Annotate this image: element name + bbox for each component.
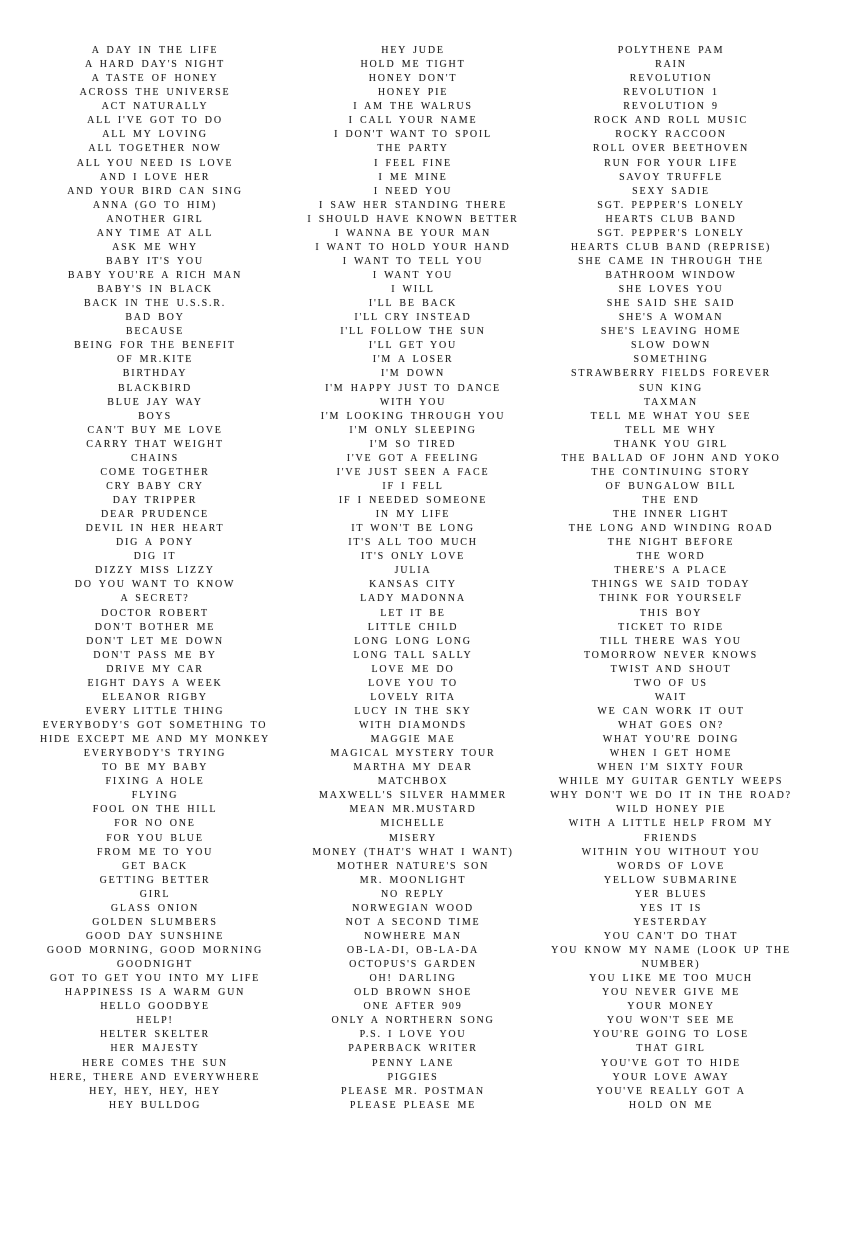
song-title-line: TICKET TO RIDE bbox=[618, 621, 724, 633]
song-title-line: IT WON'T BE LONG bbox=[351, 523, 475, 535]
song-title-line: SGT. PEPPER'S LONELY bbox=[597, 199, 745, 211]
song-title-line: A TASTE OF HONEY bbox=[91, 73, 219, 85]
song-title-line: HEY BULLDOG bbox=[108, 1099, 202, 1111]
song-title-line: DRIVE MY CAR bbox=[106, 663, 204, 675]
song-title-line: I'LL GET YOU bbox=[368, 340, 458, 352]
song-title-line: MR. MOONLIGHT bbox=[359, 874, 467, 886]
song-title-line: WITH A LITTLE HELP FROM MY bbox=[568, 818, 774, 830]
song-title-line: FOOL ON THE HILL bbox=[92, 804, 218, 816]
song-title-line: HEY JUDE bbox=[381, 45, 445, 56]
song-title-line: SHE CAME IN THROUGH THE bbox=[578, 255, 764, 267]
song-title-line: SHE LOVES YOU bbox=[618, 284, 724, 296]
song-title-line: GOLDEN SLUMBERS bbox=[92, 916, 218, 928]
song-title-line: PIGGIES bbox=[387, 1071, 439, 1083]
song-title-line: TO BE MY BABY bbox=[101, 762, 209, 774]
song-title-line: I'M SO TIRED bbox=[369, 438, 457, 450]
song-title-line: DON'T LET ME DOWN bbox=[86, 635, 224, 647]
song-title-line: MAGICAL MYSTERY TOUR bbox=[330, 748, 496, 760]
song-title-line: PAPERBACK WRITER bbox=[348, 1043, 478, 1055]
song-title-line: YOU CAN'T DO THAT bbox=[603, 930, 739, 942]
song-title-line: PENNY LANE bbox=[371, 1057, 455, 1069]
song-title-line: DIG A PONY bbox=[115, 537, 195, 549]
song-title-line: YELLOW SUBMARINE bbox=[603, 874, 739, 886]
song-title-line: I'LL BE BACK bbox=[368, 298, 458, 310]
song-title-line: ROLL OVER BEETHOVEN bbox=[592, 143, 750, 155]
song-title-line: I'M HAPPY JUST TO DANCE bbox=[325, 382, 501, 394]
song-title-line: ALL MY LOVING bbox=[102, 129, 208, 141]
song-title-line: THIS BOY bbox=[639, 607, 703, 619]
song-title-line: LITTLE CHILD bbox=[367, 621, 459, 633]
song-title-line: I WANNA BE YOUR MAN bbox=[334, 227, 492, 239]
song-title-line: YOU LIKE ME TOO MUCH bbox=[589, 973, 753, 985]
song-title-line: BACK IN THE U.S.S.R. bbox=[83, 298, 227, 310]
song-column-left bbox=[26, 44, 284, 1113]
song-title-line: HERE COMES THE SUN bbox=[82, 1057, 228, 1069]
song-title-line: FOR YOU BLUE bbox=[106, 832, 204, 844]
song-title-line: DEVIL IN HER HEART bbox=[85, 523, 225, 535]
song-title-line: BABY'S IN BLACK bbox=[97, 284, 213, 296]
song-title-line: SUN KING bbox=[639, 382, 703, 394]
song-title-line: MEAN MR.MUSTARD bbox=[349, 804, 477, 816]
song-title-line: STRAWBERRY FIELDS FOREVER bbox=[570, 368, 772, 380]
song-title-line: MATCHBOX bbox=[377, 776, 449, 788]
song-title-line: OCTOPUS'S GARDEN bbox=[349, 959, 477, 971]
song-title-line: SEXY SADIE bbox=[632, 185, 710, 197]
song-title-line: MOTHER NATURE'S SON bbox=[336, 860, 490, 872]
song-title-line: WHAT GOES ON? bbox=[617, 720, 725, 731]
song-title-line: MARTHA MY DEAR bbox=[353, 762, 473, 774]
song-title-line: NORWEGIAN WOOD bbox=[352, 902, 474, 914]
song-title-line: BEING FOR THE BENEFIT bbox=[74, 340, 236, 352]
song-title-line: BLUE JAY WAY bbox=[107, 396, 203, 408]
song-title-line: NUMBER) bbox=[641, 959, 701, 971]
song-title-line: HER MAJESTY bbox=[110, 1043, 200, 1055]
song-title-line: WHILE MY GUITAR GENTLY WEEPS bbox=[558, 776, 784, 788]
song-title-line: IN MY LIFE bbox=[375, 509, 451, 521]
song-title-line: MONEY (THAT'S WHAT I WANT) bbox=[312, 846, 514, 858]
song-title-line: I'LL CRY INSTEAD bbox=[354, 312, 472, 324]
song-title-line: I'M LOOKING THROUGH YOU bbox=[320, 410, 506, 422]
song-title-line: THINGS WE SAID TODAY bbox=[591, 579, 751, 591]
song-title-line: I SAW HER STANDING THERE bbox=[318, 199, 508, 211]
song-title-line: LONG LONG LONG bbox=[354, 635, 472, 647]
song-title-line: I ME MINE bbox=[378, 171, 448, 183]
song-title-line: WORDS OF LOVE bbox=[617, 860, 725, 872]
song-title-line: GET BACK bbox=[122, 860, 188, 872]
song-title-line: I WANT YOU bbox=[372, 270, 454, 281]
song-title-line: THE INNER LIGHT bbox=[613, 509, 729, 521]
song-title-line: ELEANOR RIGBY bbox=[102, 691, 208, 703]
song-title-line: ANNA (GO TO HIM) bbox=[92, 199, 218, 211]
song-title-line: WHAT YOU'RE DOING bbox=[602, 734, 740, 746]
song-title-line: DO YOU WANT TO KNOW bbox=[74, 579, 236, 591]
song-title-line: NO REPLY bbox=[380, 888, 445, 900]
song-title-line: CAN'T BUY ME LOVE bbox=[87, 424, 223, 436]
song-title-line: YOU'VE REALLY GOT A bbox=[596, 1085, 746, 1097]
song-title-line: I DON'T WANT TO SPOIL bbox=[334, 129, 492, 141]
song-title-line: A SECRET? bbox=[120, 593, 190, 605]
song-title-line: MAXWELL'S SILVER HAMMER bbox=[319, 790, 507, 802]
song-title-line: BAD BOY bbox=[125, 312, 185, 324]
song-title-line: RUN FOR YOUR LIFE bbox=[604, 157, 738, 169]
song-title-line: I NEED YOU bbox=[373, 185, 453, 197]
song-title-line: BLACKBIRD bbox=[118, 382, 192, 394]
song-title-line: LUCY IN THE SKY bbox=[354, 705, 472, 717]
song-title-line: EVERYBODY'S TRYING bbox=[83, 748, 227, 760]
song-title-line: TWO OF US bbox=[634, 677, 708, 689]
song-title-line: I FEEL FINE bbox=[374, 157, 452, 169]
song-title-line: MICHELLE bbox=[380, 818, 446, 830]
song-title-line: TWIST AND SHOUT bbox=[610, 663, 732, 675]
song-title-line: THINK FOR YOURSELF bbox=[599, 593, 743, 605]
song-title-line: REVOLUTION bbox=[629, 73, 713, 85]
song-title-line: ROCK AND ROLL MUSIC bbox=[593, 115, 748, 127]
song-title-line: TAXMAN bbox=[644, 396, 698, 408]
song-title-line: THE NIGHT BEFORE bbox=[607, 537, 735, 549]
song-title-line: WHY DON'T WE DO IT IN THE ROAD? bbox=[550, 790, 792, 802]
song-title-line: I'M DOWN bbox=[380, 368, 446, 380]
song-title-line: PLEASE PLEASE ME bbox=[349, 1099, 477, 1111]
song-title-line: LET IT BE bbox=[380, 607, 446, 619]
song-title-line: DON'T PASS ME BY bbox=[93, 649, 217, 661]
song-title-line: DEAR PRUDENCE bbox=[101, 509, 209, 521]
song-title-line: I'M ONLY SLEEPING bbox=[349, 424, 477, 436]
song-title-line: YESTERDAY bbox=[633, 916, 709, 928]
song-title-line: WHEN I GET HOME bbox=[609, 748, 733, 760]
song-title-line: WITH YOU bbox=[379, 396, 447, 408]
song-title-line: FRIENDS bbox=[643, 832, 699, 844]
song-title-line: ACT NATURALLY bbox=[101, 101, 209, 113]
song-title-line: COME TOGETHER bbox=[100, 466, 210, 478]
song-title-line: FLYING bbox=[131, 790, 179, 802]
song-title-line: NOWHERE MAN bbox=[364, 930, 462, 942]
song-title-line: ACROSS THE UNIVERSE bbox=[79, 87, 231, 99]
song-title-line: TOMORROW NEVER KNOWS bbox=[583, 649, 759, 661]
song-title-line: HEY, HEY, HEY, HEY bbox=[89, 1085, 221, 1097]
song-title-line: OB-LA-DI, OB-LA-DA bbox=[346, 945, 480, 956]
song-title-line: BATHROOM WINDOW bbox=[605, 270, 737, 281]
song-title-line: THE CONTINUING STORY bbox=[591, 466, 751, 478]
song-title-line: P.S. I LOVE YOU bbox=[359, 1029, 467, 1041]
song-title-line: AND I LOVE HER bbox=[99, 171, 211, 183]
song-title-line: TELL ME WHY bbox=[625, 424, 717, 436]
song-title-line: PLEASE MR. POSTMAN bbox=[341, 1085, 485, 1097]
song-title-line: LOVE ME DO bbox=[371, 663, 455, 675]
song-title-line: YOU'RE GOING TO LOSE bbox=[593, 1029, 749, 1041]
song-title-line: ASK ME WHY bbox=[112, 241, 198, 253]
song-title-line: KANSAS CITY bbox=[369, 579, 457, 591]
song-title-line: AND YOUR BIRD CAN SING bbox=[67, 185, 243, 197]
song-title-line: IF I NEEDED SOMEONE bbox=[338, 495, 488, 506]
song-title-line: HIDE EXCEPT ME AND MY MONKEY bbox=[39, 734, 271, 746]
song-title-line: I WANT TO HOLD YOUR HAND bbox=[315, 241, 511, 253]
song-title-line: IF I FELL bbox=[382, 480, 444, 492]
song-title-line: ANY TIME AT ALL bbox=[96, 227, 214, 239]
song-title-line: OF BUNGALOW BILL bbox=[605, 480, 737, 492]
song-title-line: LADY MADONNA bbox=[360, 593, 466, 605]
song-title-line: FIXING A HOLE bbox=[105, 776, 205, 788]
song-title-line: NOT A SECOND TIME bbox=[345, 916, 481, 928]
song-title-line: EVERYBODY'S GOT SOMETHING TO bbox=[42, 720, 268, 731]
song-title-line: MISERY bbox=[388, 832, 438, 844]
song-title-line: EIGHT DAYS A WEEK bbox=[87, 677, 223, 689]
song-title-line: HONEY PIE bbox=[377, 87, 449, 99]
song-title-line: MAGGIE MAE bbox=[370, 734, 456, 746]
song-title-line: FROM ME TO YOU bbox=[96, 846, 214, 858]
song-title-line: THE END bbox=[642, 495, 700, 506]
song-title-line: CRY BABY CRY bbox=[106, 480, 204, 492]
song-title-line: ALL I'VE GOT TO DO bbox=[87, 115, 223, 127]
song-title-line: DAY TRIPPER bbox=[112, 495, 198, 506]
song-title-line: FOR NO ONE bbox=[114, 818, 196, 830]
song-title-line: BABY YOU'RE A RICH MAN bbox=[67, 270, 243, 281]
song-title-line: HOLD ON ME bbox=[628, 1099, 714, 1111]
song-title-line: HOLD ME TIGHT bbox=[360, 59, 466, 71]
song-title-line: OH! DARLING bbox=[369, 973, 457, 985]
song-title-line: HELP! bbox=[136, 1015, 174, 1027]
song-title-line: GIRL bbox=[139, 888, 171, 900]
song-title-line: DIG IT bbox=[133, 551, 177, 563]
song-title-line: I WANT TO TELL YOU bbox=[342, 255, 484, 267]
song-title-line: HAPPINESS IS A WARM GUN bbox=[64, 987, 246, 999]
song-title-line: BIRTHDAY bbox=[122, 368, 188, 380]
song-title-line: THAT GIRL bbox=[636, 1043, 706, 1055]
song-title-line: SHE SAID SHE SAID bbox=[606, 298, 736, 310]
song-title-line: WHEN I'M SIXTY FOUR bbox=[597, 762, 745, 774]
song-title-line: SOMETHING bbox=[633, 354, 709, 366]
song-title-line: DOCTOR ROBERT bbox=[101, 607, 209, 619]
song-title-line: THANK YOU GIRL bbox=[614, 438, 728, 450]
song-title-line: POLYTHENE PAM bbox=[617, 45, 725, 56]
song-column-middle bbox=[284, 44, 542, 1113]
song-title-line: OLD BROWN SHOE bbox=[353, 987, 473, 999]
song-title-line: HEARTS CLUB BAND (REPRISE) bbox=[570, 241, 772, 253]
song-title-line: YOU NEVER GIVE ME bbox=[602, 987, 740, 999]
song-title-line: YOU'VE GOT TO HIDE bbox=[601, 1057, 741, 1069]
song-title-line: WITH DIAMONDS bbox=[359, 720, 467, 731]
song-column-right bbox=[542, 44, 800, 1113]
song-title-line: A HARD DAY'S NIGHT bbox=[84, 59, 226, 71]
song-title-line: GOODNIGHT bbox=[116, 959, 194, 971]
song-list-columns bbox=[26, 44, 800, 1113]
song-title-line: ONLY A NORTHERN SONG bbox=[331, 1015, 495, 1027]
song-title-line: ALL TOGETHER NOW bbox=[88, 143, 222, 155]
song-title-line: REVOLUTION 9 bbox=[623, 101, 719, 113]
song-title-line: TILL THERE WAS YOU bbox=[600, 635, 742, 647]
song-title-line: I SHOULD HAVE KNOWN BETTER bbox=[307, 213, 519, 225]
song-title-line: LOVE YOU TO bbox=[368, 677, 458, 689]
song-title-line: JULIA bbox=[394, 565, 432, 577]
song-title-line: SHE'S A WOMAN bbox=[618, 312, 724, 324]
song-title-line: REVOLUTION 1 bbox=[623, 87, 719, 99]
song-title-line: I WILL bbox=[391, 284, 435, 296]
song-title-line: OF MR.KITE bbox=[116, 354, 194, 366]
song-title-line: ALL YOU NEED IS LOVE bbox=[76, 157, 234, 169]
song-title-line: I AM THE WALRUS bbox=[353, 101, 473, 113]
song-title-line: YOU KNOW MY NAME (LOOK UP THE bbox=[551, 945, 791, 956]
song-title-line: I'VE GOT A FEELING bbox=[346, 452, 480, 464]
song-title-line: ANOTHER GIRL bbox=[106, 213, 204, 225]
song-title-line: HELTER SKELTER bbox=[99, 1029, 211, 1041]
song-title-line: IT'S ONLY LOVE bbox=[360, 551, 466, 563]
song-title-line: THE BALLAD OF JOHN AND YOKO bbox=[561, 452, 781, 464]
song-title-line: YOUR LOVE AWAY bbox=[612, 1071, 730, 1083]
song-title-line: GOOD DAY SUNSHINE bbox=[85, 930, 225, 942]
song-title-line: ROCKY RACCOON bbox=[615, 129, 727, 141]
song-title-line: YES IT IS bbox=[639, 902, 703, 914]
song-title-line: WILD HONEY PIE bbox=[616, 804, 726, 816]
song-title-line: GOOD MORNING, GOOD MORNING bbox=[46, 945, 264, 956]
song-title-line: I'M A LOSER bbox=[372, 354, 454, 366]
song-title-line: I'LL FOLLOW THE SUN bbox=[340, 326, 486, 338]
song-title-line: TELL ME WHAT YOU SEE bbox=[590, 410, 752, 422]
song-title-line: WAIT bbox=[654, 691, 688, 703]
song-title-line: CARRY THAT WEIGHT bbox=[86, 438, 224, 450]
song-title-line: SLOW DOWN bbox=[631, 340, 711, 352]
song-title-line: EVERY LITTLE THING bbox=[85, 705, 225, 717]
song-title-line: SGT. PEPPER'S LONELY bbox=[597, 227, 745, 239]
song-title-line: YOU WON'T SEE ME bbox=[606, 1015, 736, 1027]
song-title-line: WITHIN YOU WITHOUT YOU bbox=[581, 846, 761, 858]
song-title-line: HONEY DON'T bbox=[368, 73, 458, 85]
song-title-line: SHE'S LEAVING HOME bbox=[600, 326, 742, 338]
song-title-line: LOVELY RITA bbox=[370, 691, 456, 703]
song-title-line: DON'T BOTHER ME bbox=[94, 621, 216, 633]
song-title-line: SAVOY TRUFFLE bbox=[619, 171, 723, 183]
song-title-line: I CALL YOUR NAME bbox=[348, 115, 478, 127]
song-title-line: BABY IT'S YOU bbox=[106, 255, 204, 267]
song-title-line: HEARTS CLUB BAND bbox=[605, 213, 737, 225]
song-title-line: I'VE JUST SEEN A FACE bbox=[336, 466, 490, 478]
song-title-line: GETTING BETTER bbox=[99, 874, 211, 886]
song-title-line: LONG TALL SALLY bbox=[353, 649, 473, 661]
song-title-line: THE WORD bbox=[636, 551, 706, 563]
song-title-line: DIZZY MISS LIZZY bbox=[95, 565, 215, 577]
song-title-line: THERE'S A PLACE bbox=[614, 565, 728, 577]
song-title-line: HERE, THERE AND EVERYWHERE bbox=[49, 1071, 261, 1083]
song-title-line: THE LONG AND WINDING ROAD bbox=[568, 523, 774, 535]
song-title-line: IT'S ALL TOO MUCH bbox=[348, 537, 478, 549]
song-title-line: BOYS bbox=[138, 410, 172, 422]
song-title-line: A DAY IN THE LIFE bbox=[91, 45, 219, 56]
song-title-line: BECAUSE bbox=[125, 326, 185, 338]
song-title-line: WE CAN WORK IT OUT bbox=[597, 705, 745, 717]
song-title-line: RAIN bbox=[655, 59, 687, 71]
song-title-line: YER BLUES bbox=[634, 888, 708, 900]
song-title-line: HELLO GOODBYE bbox=[100, 1001, 210, 1013]
song-title-line: YOUR MONEY bbox=[627, 1001, 715, 1013]
song-title-line: GLASS ONION bbox=[110, 902, 200, 914]
song-title-line: CHAINS bbox=[130, 452, 180, 464]
song-title-line: ONE AFTER 909 bbox=[363, 1001, 463, 1013]
song-title-line: GOT TO GET YOU INTO MY LIFE bbox=[49, 973, 261, 985]
song-title-line: THE PARTY bbox=[377, 143, 449, 155]
